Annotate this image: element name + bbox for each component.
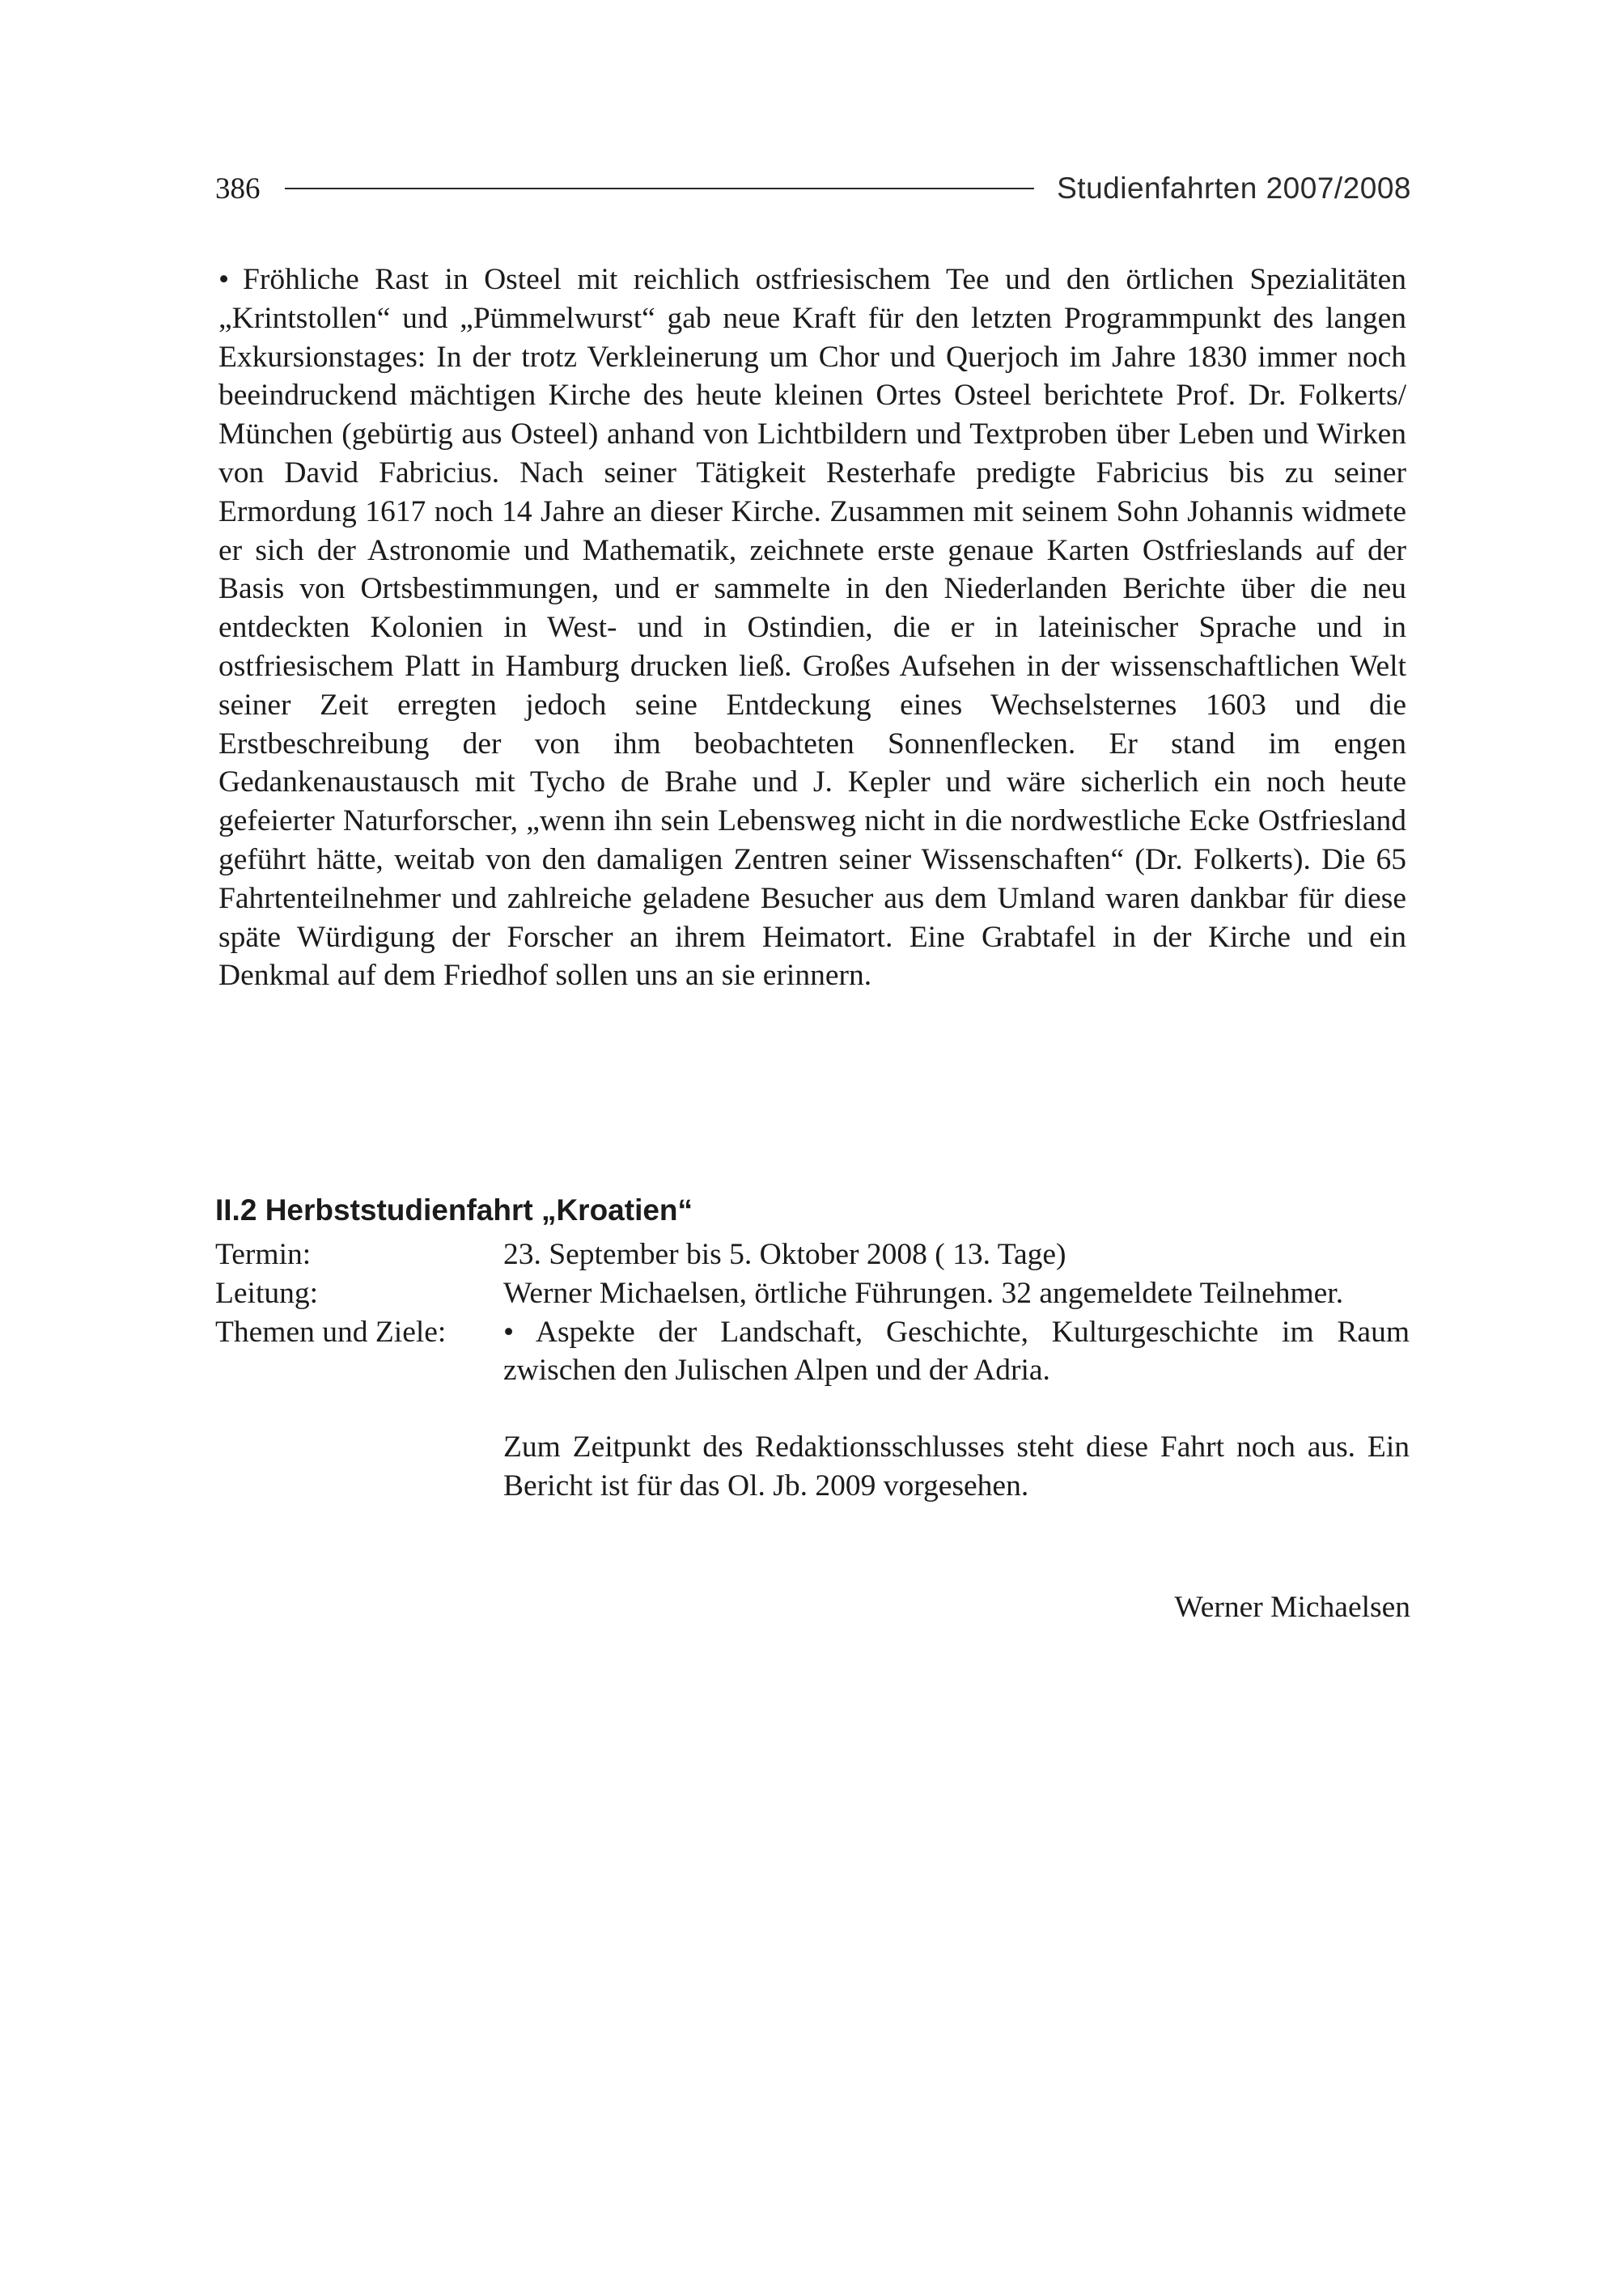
header-rule <box>285 188 1035 189</box>
running-title: Studienfahrten 2007/2008 <box>1057 172 1411 205</box>
info-row-leitung <box>215 1274 1410 1313</box>
spacer <box>215 1390 1410 1428</box>
trip-info <box>215 1236 1410 1506</box>
running-header <box>215 168 1411 209</box>
author-signature: Werner Michaelsen <box>1174 1591 1410 1624</box>
info-row-termin <box>215 1236 1410 1274</box>
bullet-icon: • <box>218 263 230 296</box>
info-row-themen <box>215 1313 1410 1391</box>
paragraph-text: Fröhliche Rast in Osteel mit reichlich ostfriesischem Tee und den örtlichen Spezialitäten „Krintstollen“ und „Pümmelwurst“ gab neue Kraft für den letzten Programmpunkt des langen Exkursionstages: In der trotz Verkleinerung um Chor und Querjoch im Jahre 1830 immer noch beeindruckend mächtigen Kirche des heute kleinen Ortes Osteel berichtete Prof. Dr. Folkerts/ München (gebürtig aus Osteel) anhand von Lichtbildern und Textproben über Leben und Wirken von David Fabricius. Nach seiner Tätigkeit Resterhafe predigte Fabricius bis zu seiner Ermordung 1617 noch 14 Jahre an dieser Kirche. Zusammen mit seinem Sohn Johannis widmete er sich der Astronomie und Mathematik, zeichnete erste genaue Karten Ostfrieslands auf der Basis von Ortsbestimmungen, und er sammelte in den Niederlanden Berichte über die neu entdeckten Kolonien in West- und in Ostindien, die er in lateinischer Sprache und in ostfriesischem Platt in Hamburg drucken ließ. Großes Aufsehen in der wissenschaftlichen Welt seiner Zeit erregten jedoch seine Entdeckung eines Wechselsternes 1603 und die Erstbeschreibung der von ihm beobachteten Sonnenflecken. Er stand im engen Gedankenaustausch mit Tycho de Brahe und J. Kepler und wäre sicherlich ein noch heute gefeierter Naturforscher, „wenn ihn sein Lebensweg nicht in die nordwestliche Ecke Ostfriesland geführt hätte, weitab von den damaligen Zentren seiner Wissenschaften“ (Dr. Folkerts). Die 65 Fahrtenteilnehmer und zahlreiche geladene Besucher aus dem Umland waren dankbar für diese späte Würdigung der Forscher an ihrem Heimatort. Eine Grabtafel in der Kirche und ein Denkmal auf dem Friedhof sollen uns an sie erinnern. <box>218 263 1406 993</box>
info-label: Themen und Ziele: <box>215 1315 447 1349</box>
bullet-paragraph <box>218 261 1406 995</box>
section-heading: II.2 Herbststudienfahrt „Kroatien“ <box>215 1193 693 1227</box>
info-label: Leitung: <box>215 1276 319 1310</box>
info-value: Werner Michaelsen, örtliche Führungen. 32 angemeldete Teilnehmer. <box>503 1276 1344 1310</box>
page-number: 386 <box>215 172 261 206</box>
info-value: 23. September bis 5. Oktober 2008 ( 13. Tage) <box>503 1238 1066 1271</box>
info-label-empty <box>215 1428 503 1506</box>
info-row-note <box>215 1428 1410 1506</box>
info-label: Termin: <box>215 1238 312 1271</box>
info-value: • Aspekte der Landschaft, Geschichte, Kulturgeschichte im Raum zwischen den Julischen Alpen und der Adria. <box>503 1315 1410 1388</box>
report-note: Zum Zeitpunkt des Redaktionsschlusses steht diese Fahrt noch aus. Ein Bericht ist für das Ol. Jb. 2009 vorgesehen. <box>503 1430 1410 1503</box>
